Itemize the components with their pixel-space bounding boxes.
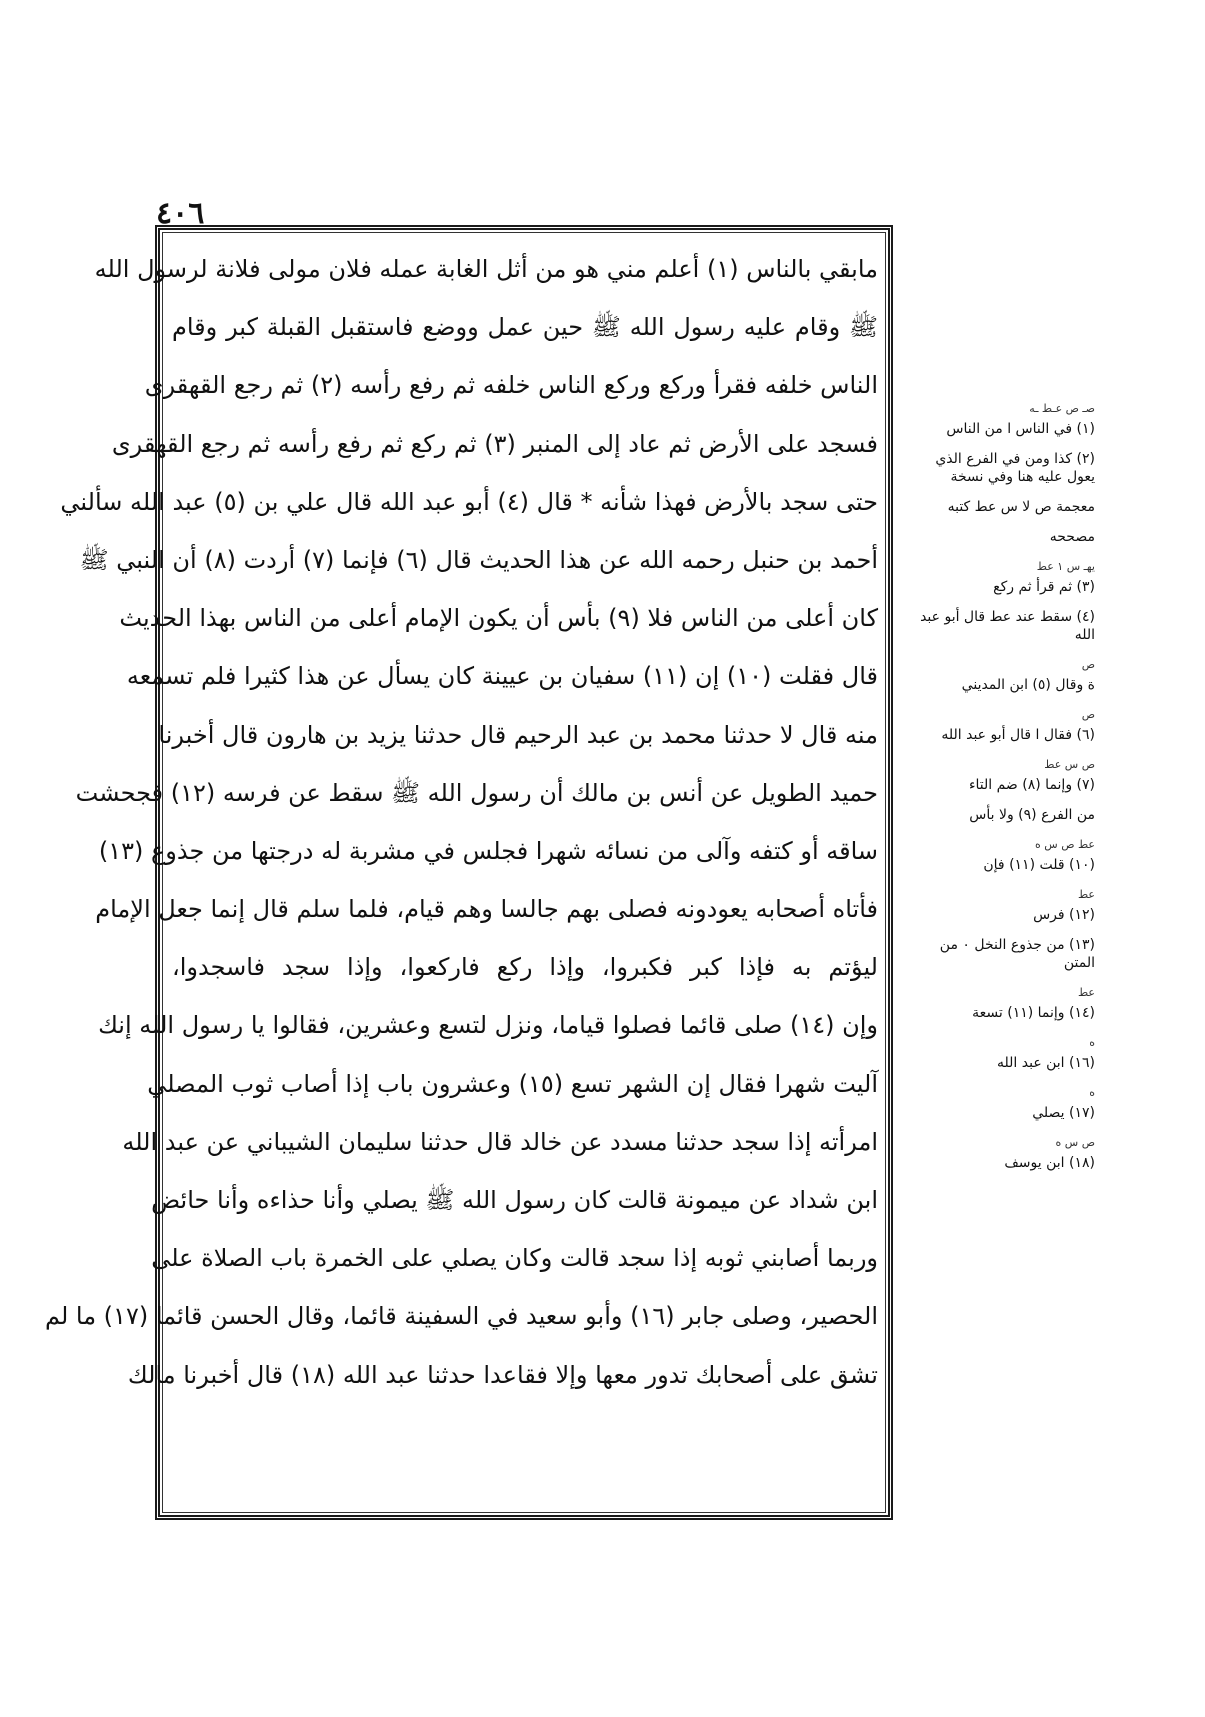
note-mark: عط	[1077, 888, 1095, 901]
text-line: منه قال لا حدثنا محمد بن عبد الرحيم قال حدثنا يزيد بن هارون قال أخبرنا	[158, 720, 878, 749]
note-text: ة وقال (٥) ابن المديني	[961, 677, 1095, 693]
note-text: من الفرع (٩) ولا بأس	[969, 807, 1095, 823]
note-text: (١) في الناس ا من الناس	[946, 421, 1095, 437]
margin-note	[905, 1084, 1095, 1122]
text-line: امرأته إذا سجد حدثنا مسدد عن خالد قال حدثنا سليمان الشيباني عن عبد الله	[122, 1127, 878, 1156]
text-line: وإن (١٤) صلى قائما فصلوا قياما، ونزل لتسع وعشرين، فقالوا يا رسول الله إنك	[98, 1011, 878, 1040]
note-text: (١٧) يصلي	[1032, 1105, 1095, 1121]
note-text: (١٣) من جذوع النخل ٠ من المتن	[939, 937, 1095, 971]
text-line: ليؤتم به فإذا كبر فكبروا، وإذا ركع فاركعوا، وإذا سجد فاسجدوا،	[172, 953, 878, 982]
note-text: (٦) فقال ا قال أبو عبد الله	[941, 727, 1095, 743]
note-mark: ه	[1089, 1086, 1095, 1099]
note-mark: عط ص س ه	[1035, 838, 1095, 851]
text-line: أحمد بن حنبل رحمه الله عن هذا الحديث قال (٦) فإنما (٧) أردت (٨) أن النبي ﷺ	[79, 545, 878, 574]
margin-note	[905, 1034, 1095, 1072]
note-text: (١٤) وإنما (١١) تسعة	[972, 1005, 1095, 1021]
margin-note	[905, 836, 1095, 874]
margin-note	[905, 558, 1095, 596]
text-line: آليت شهرا فقال إن الشهر تسع (١٥) وعشرون باب إذا أصاب ثوب المصلي	[147, 1069, 878, 1098]
note-text: معجمة ص لا س عط كتبه	[947, 499, 1095, 515]
text-line: الناس خلفه فقرأ وركع وركع الناس خلفه ثم رفع رأسه (٢) ثم رجع القهقرى	[144, 371, 878, 400]
note-mark: صـ ص عـط ـه	[1029, 402, 1095, 415]
margin-note	[905, 608, 1095, 644]
text-line: قال فقلت (١٠) إن (١١) سفيان بن عيينة كان يسأل عن هذا كثيرا فلم تسمعه	[126, 662, 878, 691]
note-text: (١٢) فرس	[1033, 907, 1095, 923]
text-line: كان أعلى من الناس فلا (٩) بأس أن يكون الإمام أعلى من الناس بهذا الحديث	[119, 604, 878, 633]
margin-notes	[905, 400, 1095, 1184]
margin-note	[905, 984, 1095, 1022]
note-text: (١٠) قلت (١١) فإن	[983, 857, 1095, 873]
note-mark: ص	[1081, 708, 1095, 721]
text-line: الحصير، وصلى جابر (١٦) وأبو سعيد في السفينة قائما، وقال الحسن قائما (١٧) ما لم	[44, 1302, 878, 1331]
note-text: (٢) كذا ومن في الفرع الذي يعول عليه هنا وفي نسخة	[935, 451, 1095, 485]
text-line: فسجد على الأرض ثم عاد إلى المنبر (٣) ثم ركع ثم رفع رأسه ثم رجع القهقرى	[111, 429, 878, 458]
text-line: فأتاه أصحابه يعودونه فصلى بهم جالسا وهم قيام، فلما سلم قال إنما جعل الإمام	[95, 895, 878, 924]
note-mark: ه	[1089, 1036, 1095, 1049]
note-text: (١٨) ابن يوسف	[1004, 1155, 1095, 1171]
text-line: وربما أصابني ثوبه إذا سجد قالت وكان يصلي على الخمرة باب الصلاة على	[151, 1244, 878, 1273]
margin-note	[905, 498, 1095, 516]
note-text: (٧) وإنما (٨) ضم التاء	[968, 777, 1095, 793]
text-line: ابن شداد عن ميمونة قالت كان رسول الله ﷺ يصلي وأنا حذاءه وأنا حائض	[151, 1186, 878, 1214]
margin-note	[905, 756, 1095, 794]
note-mark: ص س عط	[1044, 758, 1095, 771]
text-line: ساقه أو كتفه وآلى من نسائه شهرا فجلس في مشربة له درجتها من جذوع (١٣)	[98, 836, 878, 865]
margin-note	[905, 886, 1095, 924]
note-text: مصححه	[1049, 529, 1095, 545]
text-line: تشق على أصحابك تدور معها وإلا فقاعدا حدثنا عبد الله (١٨) قال أخبرنا مالك	[127, 1360, 878, 1389]
note-text: (٣) ثم قرأ ثم ركع	[993, 579, 1095, 595]
note-text: (٤) سقط عند عط قال أبو عبد الله	[920, 609, 1095, 643]
text-line: ﷺ وقام عليه رسول الله ﷺ حين عمل ووضع فاستقبل القبلة كبر وقام	[172, 313, 878, 342]
page-number: ٤٠٦	[156, 196, 205, 231]
note-mark: عط	[1077, 986, 1095, 999]
margin-note	[905, 706, 1095, 744]
margin-note	[905, 936, 1095, 972]
text-line: حميد الطويل عن أنس بن مالك أن رسول الله ﷺ سقط عن فرسه (١٢) فجحشت	[75, 778, 878, 807]
note-mark: يهـ س ١ عط	[1036, 560, 1095, 573]
margin-note	[905, 528, 1095, 546]
margin-note	[905, 806, 1095, 824]
margin-note	[905, 450, 1095, 486]
note-mark: ص س ه	[1055, 1136, 1095, 1149]
text-line: حتى سجد بالأرض فهذا شأنه * قال (٤) أبو عبد الله قال علي بن (٥) عبد الله سألني	[60, 487, 878, 516]
text-line: مابقي بالناس (١) أعلم مني هو من أثل الغابة عمله فلان مولى فلانة لرسول الله	[94, 255, 878, 283]
main-text-block	[44, 240, 878, 1510]
note-mark: ص	[1081, 658, 1095, 671]
margin-note	[905, 400, 1095, 438]
margin-note	[905, 1134, 1095, 1172]
margin-note	[905, 656, 1095, 694]
note-text: (١٦) ابن عبد الله	[997, 1055, 1095, 1071]
